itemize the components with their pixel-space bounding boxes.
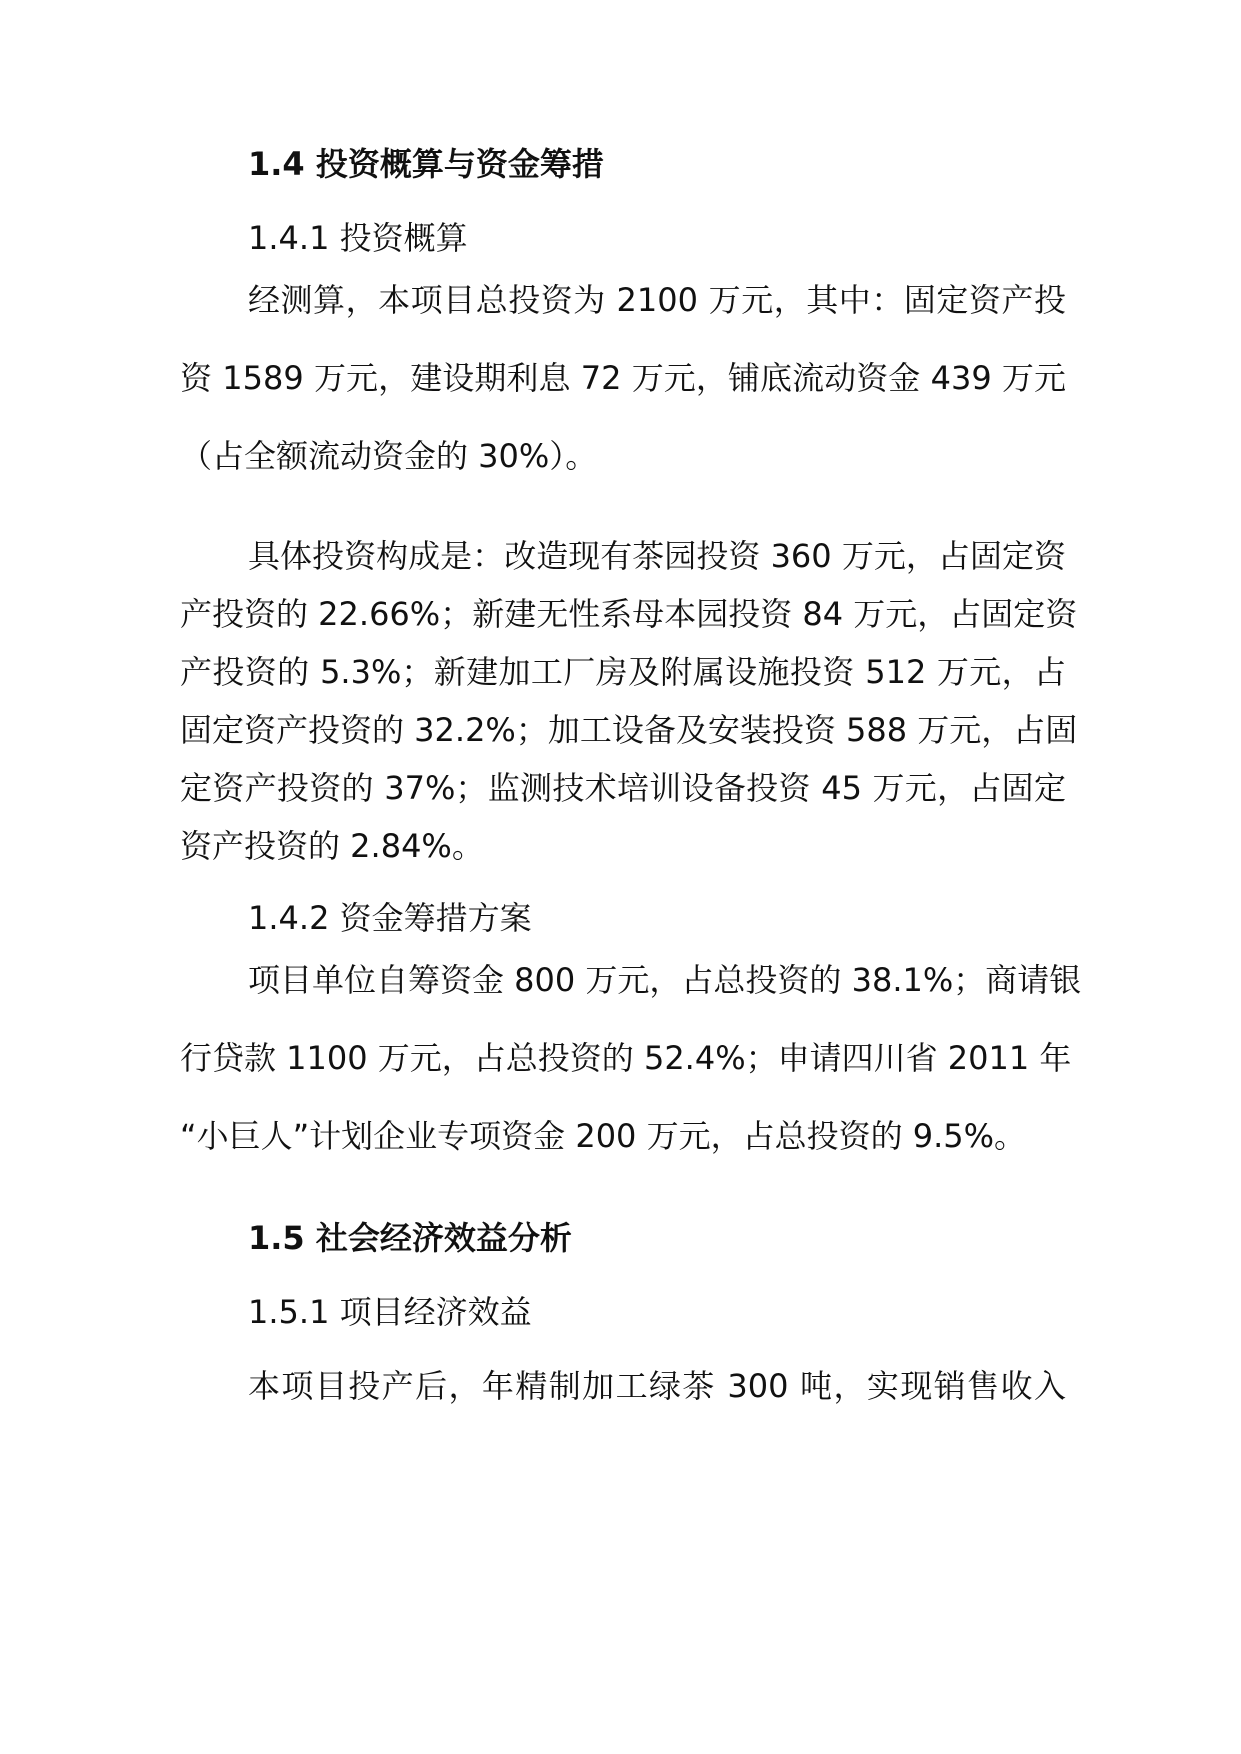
paragraph-line: 产投资的 22.66%；新建无性系母本园投资 84 万元，占固定资 — [180, 595, 1078, 633]
subsection-heading-1-5-1: 1.5.1 项目经济效益 — [248, 1293, 532, 1331]
paragraph-line: 经测算，本项目总投资为 2100 万元，其中：固定资产投 — [248, 281, 1066, 319]
paragraph-line: （占全额流动资金的 30%）。 — [180, 437, 598, 475]
paragraph-line: 具体投资构成是：改造现有茶园投资 360 万元，占固定资 — [248, 537, 1066, 575]
paragraph-line: 资 1589 万元，建设期利息 72 万元，铺底流动资金 439 万元 — [180, 359, 1066, 397]
subsection-heading-1-4-1: 1.4.1 投资概算 — [248, 219, 468, 257]
subsection-heading-1-4-2: 1.4.2 资金筹措方案 — [248, 899, 532, 937]
paragraph-line: “小巨人”计划企业专项资金 200 万元，占总投资的 9.5%。 — [180, 1117, 1027, 1155]
paragraph-line: 本项目投产后，年精制加工绿茶 300 吨，实现销售收入 — [248, 1367, 1066, 1405]
section-heading-1-5: 1.5 社会经济效益分析 — [248, 1219, 572, 1257]
paragraph-line: 定资产投资的 37%；监测技术培训设备投资 45 万元，占固定 — [180, 769, 1066, 807]
paragraph-line: 行贷款 1100 万元，占总投资的 52.4%；申请四川省 2011 年 — [180, 1039, 1072, 1077]
section-heading-1-4: 1.4 投资概算与资金筹措 — [248, 145, 604, 183]
paragraph-line: 项目单位自筹资金 800 万元，占总投资的 38.1%；商请银 — [248, 961, 1082, 999]
paragraph-line: 资产投资的 2.84%。 — [180, 827, 484, 865]
paragraph-line: 产投资的 5.3%；新建加工厂房及附属设施投资 512 万元，占 — [180, 653, 1066, 691]
paragraph-line: 固定资产投资的 32.2%；加工设备及安装投资 588 万元，占固 — [180, 711, 1078, 749]
